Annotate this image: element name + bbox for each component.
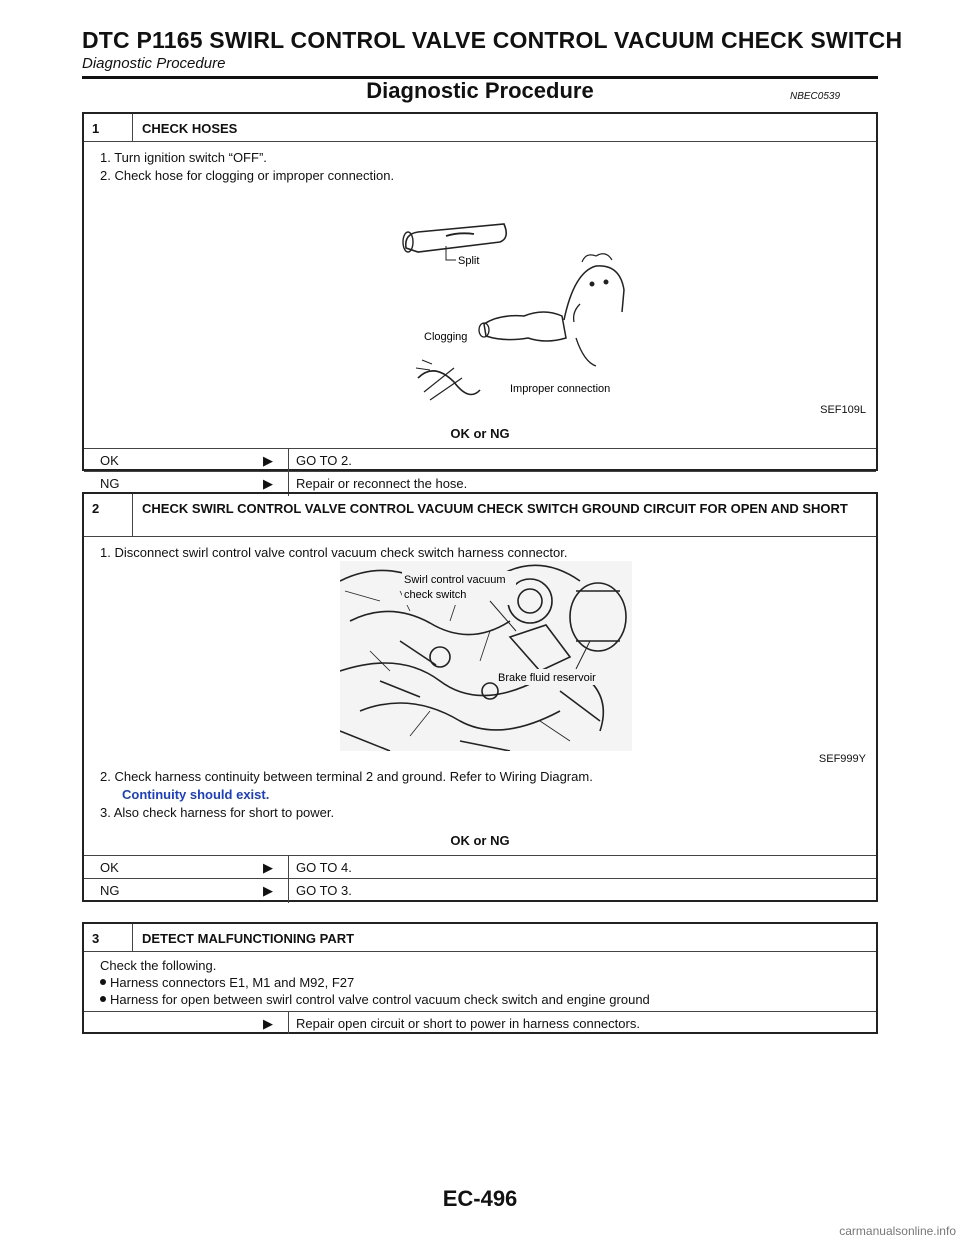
step-1-box <box>82 112 878 491</box>
step-1-body <box>84 142 876 491</box>
watermark: carmanualsonline.info <box>839 1224 956 1238</box>
hose-check-figure <box>334 212 634 412</box>
result-action: Repair open circuit or short to power in harness connectors. <box>296 1016 640 1031</box>
section-title: Diagnostic Procedure <box>366 78 594 103</box>
instruction-line: 2. Check harness continuity between terminal 2 and ground. Refer to Wiring Diagram. <box>100 769 593 784</box>
divider <box>288 856 289 879</box>
instruction-line: Check the following. <box>100 958 217 973</box>
step-1-header <box>84 114 876 142</box>
figure-label: Improper connection <box>510 383 611 395</box>
arrow-right-icon: ▶ <box>263 476 273 491</box>
step-2-body <box>84 537 876 903</box>
result-row-ok <box>84 855 876 879</box>
page-header-subtitle: Diagnostic Procedure <box>82 55 226 72</box>
step-title: DETECT MALFUNCTIONING PART <box>142 931 355 946</box>
result-action: GO TO 3. <box>296 883 352 898</box>
step-3-header <box>84 924 876 952</box>
section-code: NBEC0539 <box>790 91 841 102</box>
result-key: NG <box>100 476 120 491</box>
bullet-text: Harness connectors E1, M1 and M92, F27 <box>110 975 355 990</box>
result-row <box>84 1011 876 1034</box>
arrow-right-icon: ▶ <box>263 883 273 898</box>
result-key: OK <box>100 860 119 875</box>
figure-code: SEF999Y <box>818 753 866 765</box>
result-action: Repair or reconnect the hose. <box>296 476 468 491</box>
bullet-icon <box>100 996 106 1002</box>
bullet-line <box>100 975 354 990</box>
step-2-header <box>84 494 876 537</box>
result-row-ok <box>84 448 876 472</box>
step-2-box <box>82 492 878 902</box>
arrow-right-icon: ▶ <box>263 860 273 875</box>
divider <box>288 1012 289 1034</box>
bullet-icon <box>100 979 106 985</box>
page-header-title: DTC P1165 SWIRL CONTROL VALVE CONTROL VACUUM CHECK SWITCH <box>82 27 903 53</box>
bullet-line <box>100 992 650 1007</box>
instruction-line: 1. Disconnect swirl control valve control vacuum check switch harness connector. <box>100 545 568 560</box>
figure-label: Clogging <box>424 331 468 343</box>
step-3-body <box>84 952 876 1035</box>
result-action: GO TO 4. <box>296 860 352 875</box>
result-key: NG <box>100 883 120 898</box>
result-key: OK <box>100 453 119 468</box>
arrow-right-icon: ▶ <box>263 1016 273 1031</box>
step-title: CHECK SWIRL CONTROL VALVE CONTROL VACUUM CHECK SWITCH GROUND CIRCUIT FOR OPEN AND SHORT <box>142 501 848 516</box>
figure-label: Split <box>458 255 480 267</box>
divider <box>288 449 289 472</box>
figure-code: SEF109L <box>820 404 866 416</box>
divider <box>132 494 133 536</box>
figure-label: Swirl control vacuum <box>404 574 506 586</box>
result-row-ng <box>84 878 876 903</box>
bullet-text: Harness for open between swirl control valve control vacuum check switch and engine ground <box>110 992 650 1007</box>
divider <box>132 114 133 141</box>
spec-text: Continuity should exist. <box>122 787 270 802</box>
divider <box>288 879 289 903</box>
ok-or-ng-label: OK or NG <box>450 833 510 848</box>
instruction-line: 3. Also check harness for short to power. <box>100 805 335 820</box>
result-action: GO TO 2. <box>296 453 352 468</box>
engine-bay-figure <box>340 561 632 751</box>
divider <box>132 924 133 951</box>
step-number: 2 <box>92 501 100 516</box>
page-number: EC-496 <box>442 1186 518 1211</box>
figure-label: check switch <box>404 589 467 601</box>
ok-or-ng-label: OK or NG <box>450 426 510 441</box>
instruction-line: 2. Check hose for clogging or improper connection. <box>100 168 395 183</box>
step-3-box <box>82 922 878 1034</box>
instruction-line: 1. Turn ignition switch “OFF”. <box>100 150 267 165</box>
step-number: 3 <box>92 931 100 946</box>
step-number: 1 <box>92 121 100 136</box>
arrow-right-icon: ▶ <box>263 453 273 468</box>
figure-label: Brake fluid reservoir <box>498 672 596 684</box>
step-title: CHECK HOSES <box>142 121 238 136</box>
